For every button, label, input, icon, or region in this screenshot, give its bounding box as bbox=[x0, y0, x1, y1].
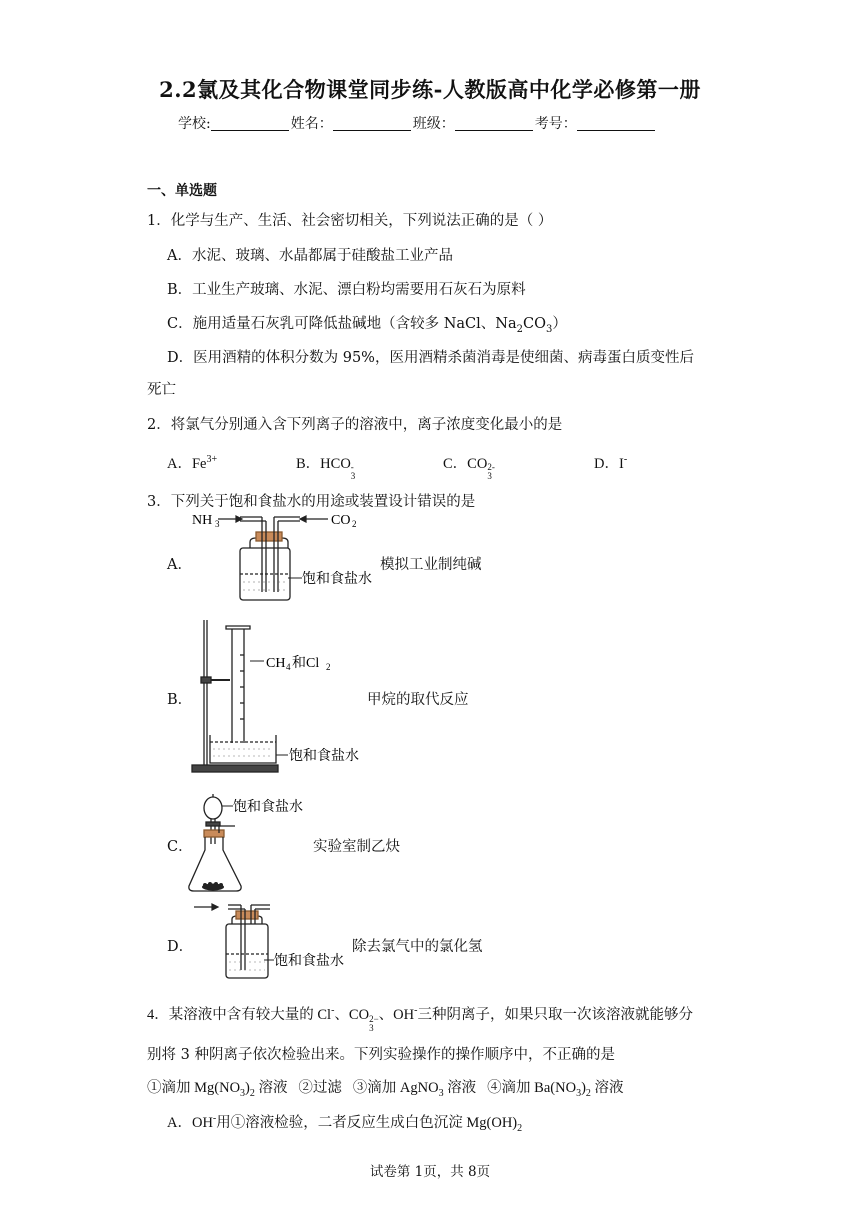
q3-figure-d bbox=[188, 900, 358, 982]
svg-text:饱和食盐水: 饱和食盐水 bbox=[233, 800, 303, 815]
svg-text:饱和食盐水: 饱和食盐水 bbox=[289, 749, 359, 764]
q1-option-c: C．施用适量石灰乳可降低盐碱地（含较多 NaCl、$Na_2CO_3$） bbox=[167, 316, 567, 335]
page-footer: 试卷第 1页，共 8页 bbox=[369, 1164, 491, 1180]
svg-text:2: 2 bbox=[326, 662, 331, 672]
school-label: 学校: bbox=[178, 116, 211, 132]
q1-stem: 1．化学与生产、生活、社会密切相关，下列说法正确的是（ ） bbox=[147, 213, 553, 229]
name-blank bbox=[333, 116, 411, 131]
q1-option-d-cont: 死亡 bbox=[147, 382, 176, 398]
q3-option-a-label: A． bbox=[167, 557, 192, 573]
number-blank bbox=[577, 116, 655, 131]
svg-text:饱和食盐水: 饱和食盐水 bbox=[274, 954, 344, 969]
class-blank bbox=[455, 116, 533, 131]
q2-stem: 2．将氯气分别通入含下列离子的溶液中，离子浓度变化最小的是 bbox=[147, 417, 563, 433]
svg-text:3: 3 bbox=[215, 519, 220, 529]
q3-option-c-text: 实验室制乙炔 bbox=[313, 839, 400, 855]
q4-option-a: A．OH-用①溶液检验，二者反应生成白色沉淀 $Mg(OH)_2$ bbox=[167, 1113, 523, 1134]
page-title: 2.2氯及其化合物课堂同步练-人教版高中化学必修第一册 bbox=[159, 77, 701, 102]
q3-option-a-text: 模拟工业制纯碱 bbox=[380, 557, 482, 573]
svg-text:4: 4 bbox=[286, 662, 291, 672]
q4-stem-line2: 别将 3 种阴离子依次检验出来。下列实验操作的操作顺序中，不正确的是 bbox=[147, 1047, 615, 1063]
student-info-line bbox=[178, 113, 657, 133]
q3-figure-a bbox=[190, 512, 390, 604]
svg-text:NH: NH bbox=[192, 513, 213, 528]
svg-text:CO: CO bbox=[331, 513, 351, 528]
q3-option-b-text: 甲烷的取代反应 bbox=[367, 692, 469, 708]
class-label: 班级： bbox=[412, 116, 455, 132]
q2-option-a: A．$Fe^{3+}$ bbox=[167, 454, 218, 472]
q4-operations: ①滴加 $Mg(NO_3)_2$ 溶液 ②过滤 ③滴加 AgNO$_3$ 溶液 ④滴加 $Ba(NO_3)_2$ 溶液 bbox=[147, 1080, 624, 1099]
q4-stem: 4．某溶液中含有较大量的 Cl-、CO 2− 3 、OH-三种阴离子，如果只取一次该溶液就能够分 bbox=[147, 1005, 693, 1033]
q1-option-d: D．医用酒精的体积分数为 95%，医用酒精杀菌消毒是使细菌、病毒蛋白质变性后 bbox=[167, 350, 694, 366]
q1-option-a: A．水泥、玻璃、水晶都属于硅酸盐工业产品 bbox=[167, 248, 453, 264]
q3-option-b-label: B． bbox=[167, 692, 193, 708]
svg-text:饱和食盐水: 饱和食盐水 bbox=[302, 572, 372, 587]
section-heading: 一、单选题 bbox=[147, 183, 217, 199]
q2-option-b: B．HCO - 3 bbox=[296, 456, 356, 481]
number-label: 考号： bbox=[534, 116, 577, 132]
svg-text:2: 2 bbox=[352, 519, 357, 529]
school-blank bbox=[211, 116, 289, 131]
name-label: 姓名： bbox=[290, 116, 333, 132]
q3-figure-c bbox=[185, 786, 355, 898]
q2-option-c: C．CO 2- 3 bbox=[443, 456, 495, 481]
svg-text:和Cl: 和Cl bbox=[292, 656, 320, 671]
q3-option-d-text: 除去氯气中的氯化氢 bbox=[352, 939, 483, 955]
q2-option-d: D．I- bbox=[594, 454, 628, 472]
q3-option-c-label: C． bbox=[167, 839, 193, 855]
svg-text:CH: CH bbox=[266, 656, 286, 671]
q3-stem: 3．下列关于饱和食盐水的用途或装置设计错误的是 bbox=[147, 494, 476, 510]
q3-option-d-label: D． bbox=[167, 939, 194, 955]
q3-figure-b bbox=[188, 615, 378, 777]
q1-option-b: B．工业生产玻璃、水泥、漂白粉均需要用石灰石为原料 bbox=[167, 282, 526, 298]
